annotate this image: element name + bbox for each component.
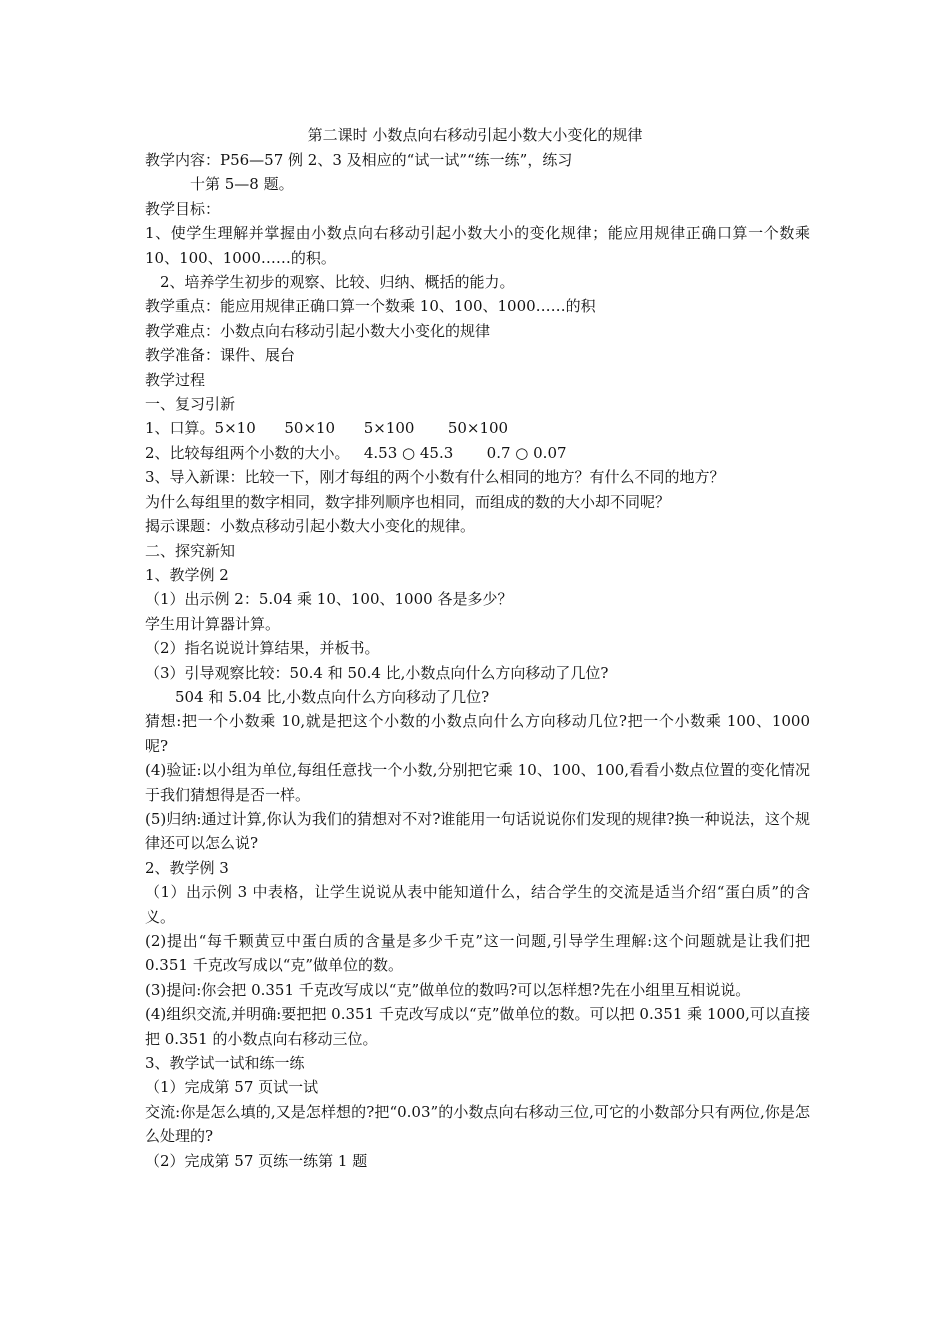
text-line: 2、培养学生初步的观察、比较、归纳、概括的能力。: [160, 273, 515, 292]
text-line: （3）引导观察比较：50.4 和 50.4 比,小数点向什么方向移动了几位?: [145, 663, 609, 682]
text-line: 教学难点：小数点向右移动引起小数大小变化的规律: [145, 321, 491, 340]
text-paragraph: (5)归纳:通过计算,你认为我们的猜想对不对?谁能用一句话说说你们发现的规律?换一种说法，这个规律还可以怎么说?: [145, 809, 810, 853]
text-line: 504 和 5.04 比,小数点向什么方向移动了几位?: [175, 687, 490, 706]
text-line: 十第 5—8 题。: [190, 175, 294, 194]
text-line: 为什么每组里的数字相同，数字排列顺序也相同，而组成的数的大小却不同呢？: [145, 492, 671, 511]
text-line: 揭示课题：小数点移动引起小数大小变化的规律。: [145, 517, 476, 536]
document-body: [145, 148, 810, 1173]
text-line: 1、口算。5×10 50×10 5×100 50×100: [145, 419, 509, 438]
text-line: 2、教学例 3: [145, 858, 229, 877]
text-line: 1、教学例 2: [145, 565, 229, 584]
text-line: 学生用计算器计算。: [145, 614, 281, 633]
text-line: 2、比较每组两个小数的大小。 4.53 ○ 45.3 0.7 ○ 0.07: [145, 443, 567, 462]
text-line: 教学重点：能应用规律正确口算一个数乘 10、100、1000……的积: [145, 297, 596, 316]
text-line: （1）出示例 2：5.04 乘 10、100、1000 各是多少？: [145, 590, 513, 609]
text-line: （1）完成第 57 页试一试: [145, 1078, 319, 1097]
text-line: （2）完成第 57 页练一练第 1 题: [145, 1151, 368, 1170]
text-paragraph: (3)提问:你会把 0.351 千克改写成以“克”做单位的数吗?可以怎样想?先在小组里互相说说。: [145, 980, 751, 999]
text-line: 教学过程: [145, 370, 206, 389]
text-paragraph: 猜想:把一个小数乘 10,就是把这个小数的小数点向什么方向移动几位?把一个小数乘 100、1000 呢?: [145, 712, 810, 755]
text-paragraph: (4)组织交流,并明确:要把把 0.351 千克改写成以“克”做单位的数。可以把 0.351 乘 1000,可以直接把 0.351 的小数点向右移动三位。: [145, 1005, 810, 1048]
text-paragraph: 交流:你是怎么填的,又是怎样想的?把“0.03”的小数点向右移动三位,可它的小数部分只有两位,你是怎么处理的?: [145, 1102, 810, 1146]
lesson-title: 第二课时 小数点向右移动引起小数大小变化的规律: [307, 126, 643, 144]
text-paragraph: （1）出示例 3 中表格，让学生说说从表中能知道什么，结合学生的交流是适当介绍“蛋白质”的含义。: [145, 883, 810, 926]
text-line: 一、复习引新: [145, 395, 236, 414]
text-paragraph: (4)验证:以小组为单位,每组任意找一个小数,分别把它乘 10、100、100,看看小数点位置的变化情况于我们猜想得是否一样。: [145, 761, 810, 804]
text-line: 教学内容：P56—57 例 2、3 及相应的“试一试”“练一练”，练习: [145, 151, 573, 169]
text-line: 3、教学试一试和练一练: [145, 1054, 305, 1073]
text-paragraph: (2)提出“每千颗黄豆中蛋白质的含量是多少千克”这一问题,引导学生理解:这个问题就是让我们把 0.351 千克改写成以“克”做单位的数。: [145, 932, 810, 975]
text-line: 教学目标：: [145, 199, 221, 218]
text-line: （2）指名说说计算结果，并板书。: [145, 639, 380, 658]
text-line: 3、导入新课：比较一下，刚才每组的两个小数有什么相同的地方？有什么不同的地方？: [145, 468, 725, 487]
text-line: 二、探究新知: [145, 541, 236, 560]
text-line: 教学准备：课件、展台: [145, 346, 296, 365]
text-paragraph: 1、使学生理解并掌握由小数点向右移动引起小数大小的变化规律；能应用规律正确口算一个数乘 10、100、1000……的积。: [145, 224, 810, 267]
